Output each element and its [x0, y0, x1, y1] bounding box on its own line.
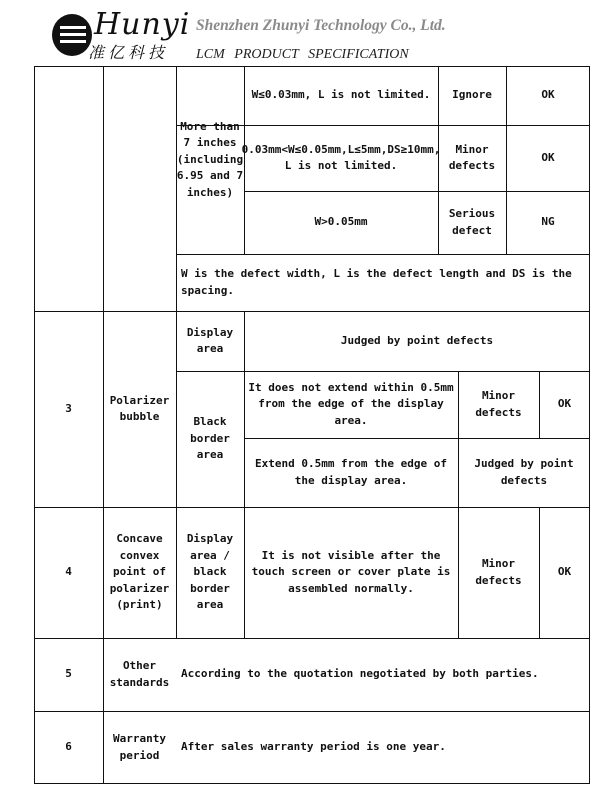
result-cell: OK: [541, 88, 555, 102]
result-cell: OK: [541, 150, 555, 164]
item-name: Concave convex point of polarizer (print): [109, 532, 170, 612]
item-name: Warranty period: [113, 732, 166, 762]
result-cell: NG: [541, 215, 555, 229]
result-cell: OK: [557, 397, 572, 411]
company-logo-icon: [52, 14, 92, 56]
level-cell: Minor defects: [475, 389, 522, 419]
logo-wordmark: Hunyi: [94, 7, 191, 42]
criterion-cell: 0.03mm<W≤0.05mm,L≤5mm,DS≥10mm, L is not limited.: [241, 142, 441, 172]
inspection-table: [34, 66, 590, 784]
item-number: 6: [65, 740, 72, 754]
level-cell: Minor defects: [475, 557, 522, 587]
criterion-cell: It does not extend within 0.5mm from the edge of the display area.: [248, 380, 454, 427]
area-cell: Display area: [186, 325, 234, 355]
level-cell: Serious defect: [448, 207, 496, 237]
area-cell: Display area / black border area: [186, 532, 234, 612]
item-number: 5: [65, 667, 72, 681]
area-cell: Black border area: [190, 415, 230, 462]
item-number: 3: [65, 401, 72, 415]
criterion-cell: It is not visible after the touch screen or cover plate is assembled normally.: [251, 548, 451, 595]
page-header: [0, 0, 611, 66]
document-title: LCM PRODUCT SPECIFICATION: [196, 47, 409, 62]
level-cell: Ignore: [452, 88, 492, 102]
criterion-cell: Extend 0.5mm from the edge of the display area.: [254, 457, 448, 487]
criterion-cell: W>0.05mm: [314, 215, 368, 229]
result-cell: OK: [557, 565, 572, 579]
size-label-cell: More than 7 inches (including 6.95 and 7 inches): [176, 119, 244, 199]
level-cell: Minor defects: [448, 142, 496, 172]
standard-text: According to the quotation negotiated by both parties.: [181, 667, 539, 681]
item-number: 4: [65, 565, 72, 579]
company-name: Shenzhen Zhunyi Technology Co., Ltd.: [196, 17, 446, 34]
criterion-cell: W≤0.03mm, L is not limited.: [251, 88, 431, 102]
item-name: Other standards: [109, 659, 170, 689]
warranty-text: After sales warranty period is one year.: [181, 740, 446, 754]
logo-chinese-name: 准亿科技: [88, 43, 169, 62]
rule-cell: Judged by point defects: [474, 457, 574, 487]
item-name: Polarizer bubble: [109, 393, 170, 423]
rule-cell: Judged by point defects: [340, 333, 494, 347]
definition-note: W is the defect width, L is the defect length and DS is the spacing.: [181, 267, 572, 297]
